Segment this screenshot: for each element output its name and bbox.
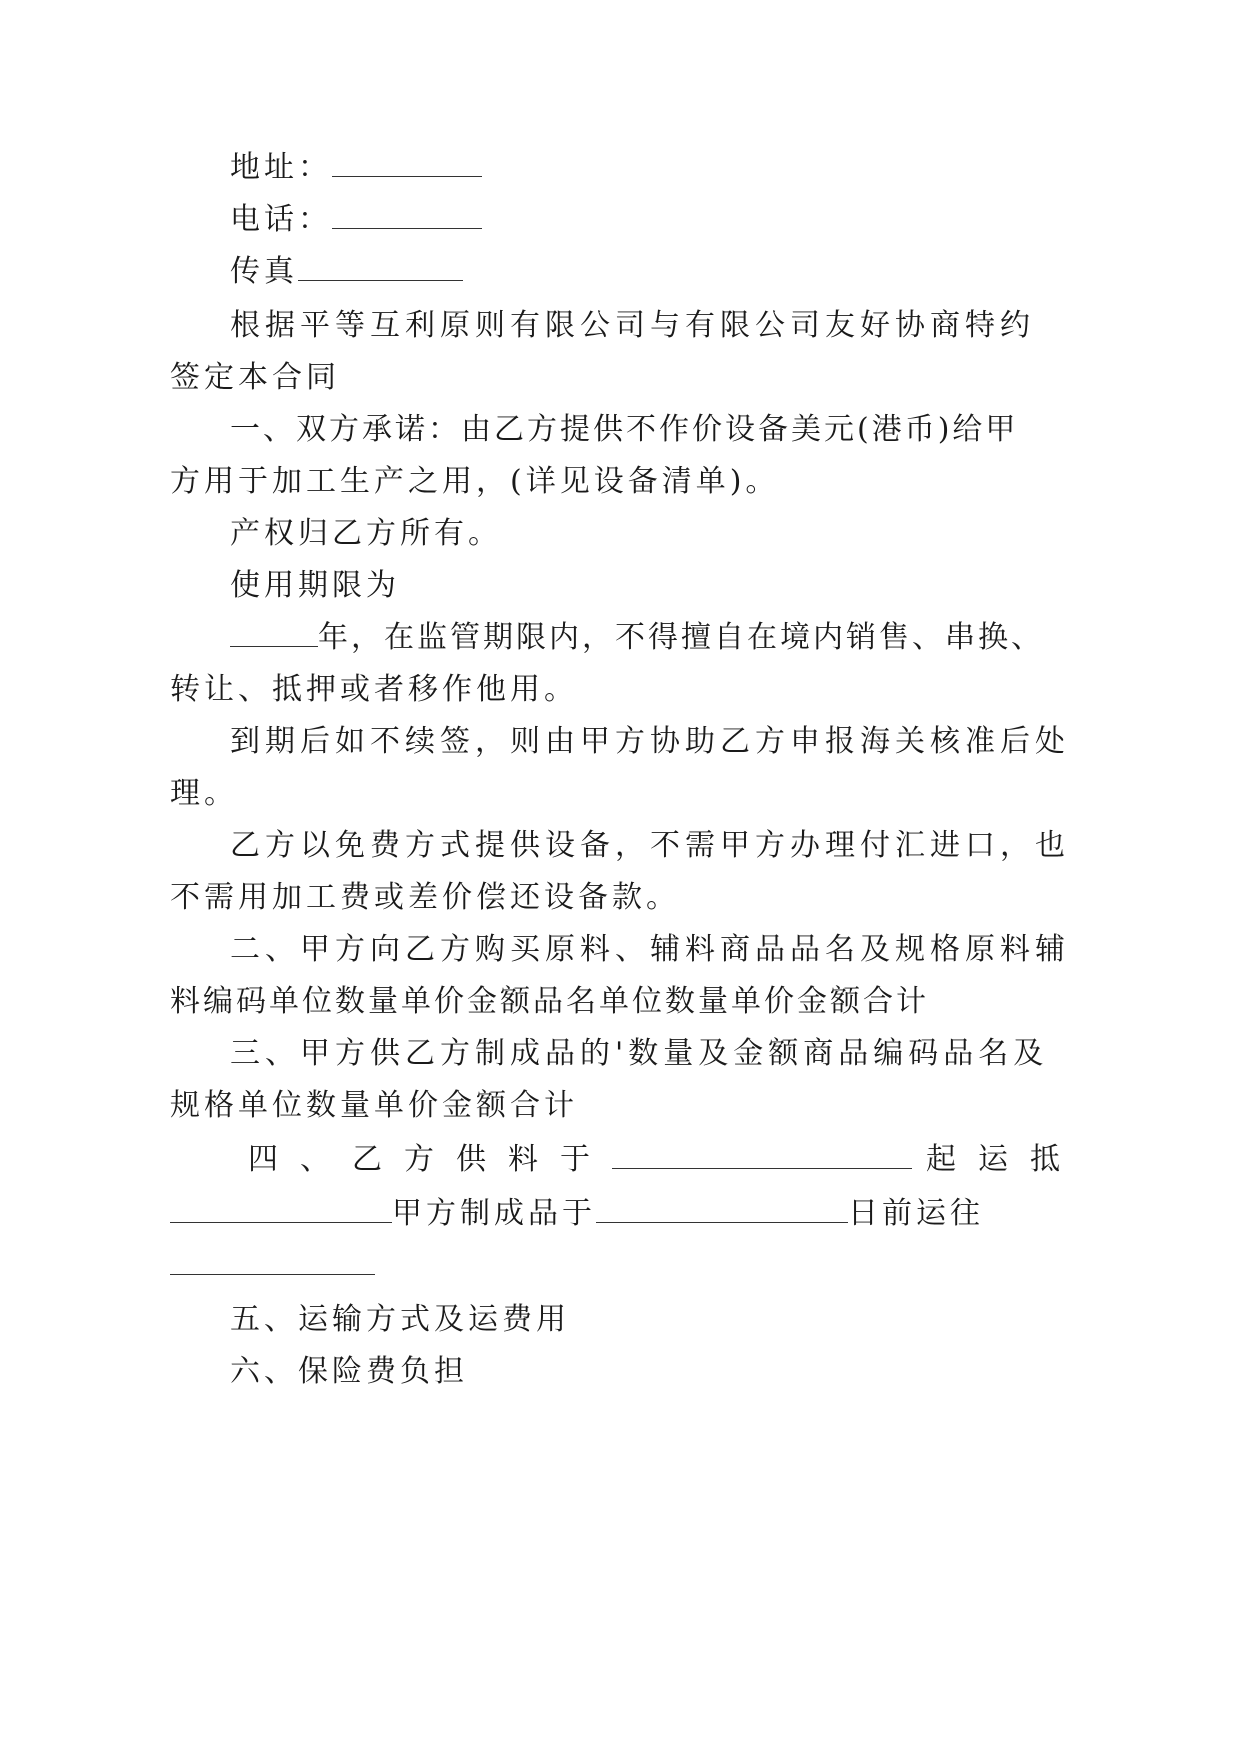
- phone-label: 电话：: [230, 202, 332, 237]
- paragraph-5-text: 年，在监管期限内，不得擅自在境内销售、串换、: [318, 620, 1044, 655]
- destination-blank: [170, 1194, 392, 1223]
- paragraph-6-line-1: 到期后如不续签，则由甲方协助乙方申报海关核准后处: [230, 724, 1070, 759]
- paragraph-8-line-1: 二、甲方向乙方购买原料、辅料商品品名及规格原料辅: [230, 932, 1070, 967]
- paragraph-6-line-2: 理。: [170, 776, 238, 811]
- paragraph-3: 产权归乙方所有。: [230, 516, 502, 551]
- supply-text: 四、乙方供料于: [248, 1142, 612, 1177]
- paragraph-2-line-1: 一、双方承诺：由乙方提供不作价设备美元(港币)给甲: [230, 412, 1019, 447]
- fax-blank: [298, 252, 463, 281]
- paragraph-2-line-2: 方用于加工生产之用，(详见设备清单)。: [170, 464, 780, 499]
- product-text: 甲方制成品于: [392, 1196, 596, 1231]
- product-date-blank: [596, 1194, 848, 1223]
- paragraph-10-line-1: [248, 1140, 1082, 1180]
- paragraph-9-line-2: 规格单位数量单价金额合计: [170, 1088, 578, 1123]
- shipped-to-text: 起运抵: [926, 1142, 1082, 1177]
- address-line: [230, 148, 482, 188]
- term-years-blank: [230, 618, 318, 647]
- paragraph-11: 五、运输方式及运费用: [230, 1302, 570, 1337]
- paragraph-1-line-2: 签定本合同: [170, 360, 340, 395]
- fax-line: [230, 252, 463, 292]
- address-label: 地址：: [230, 150, 332, 185]
- paragraph-8-line-2: 料编码单位数量单价金额品名单位数量单价金额合计: [170, 984, 929, 1019]
- paragraph-4: 使用期限为: [230, 568, 400, 603]
- paragraph-5-line-1: [230, 618, 1044, 658]
- paragraph-7-line-1: 乙方以免费方式提供设备，不需甲方办理付汇进口，也: [230, 828, 1070, 863]
- paragraph-12: 六、保险费负担: [230, 1354, 468, 1389]
- paragraph-1-line-1: 根据平等互利原则有限公司与有限公司友好协商特约: [230, 308, 1035, 343]
- supply-date-blank: [612, 1140, 912, 1169]
- paragraph-9-line-1: 三、甲方供乙方制成品的'数量及金额商品编码品名及: [230, 1036, 1049, 1071]
- shipping-destination-blank: [170, 1246, 375, 1275]
- phone-blank: [332, 200, 482, 229]
- address-blank: [332, 148, 482, 177]
- before-date-text: 日前运往: [848, 1196, 984, 1231]
- paragraph-5-line-2: 转让、抵押或者移作他用。: [170, 672, 578, 707]
- paragraph-7-line-2: 不需用加工费或差价偿还设备款。: [170, 880, 680, 915]
- phone-line: [230, 200, 482, 240]
- paragraph-10-line-2: [170, 1194, 984, 1234]
- paragraph-10-line-3: [170, 1246, 375, 1286]
- fax-label: 传真: [230, 254, 298, 289]
